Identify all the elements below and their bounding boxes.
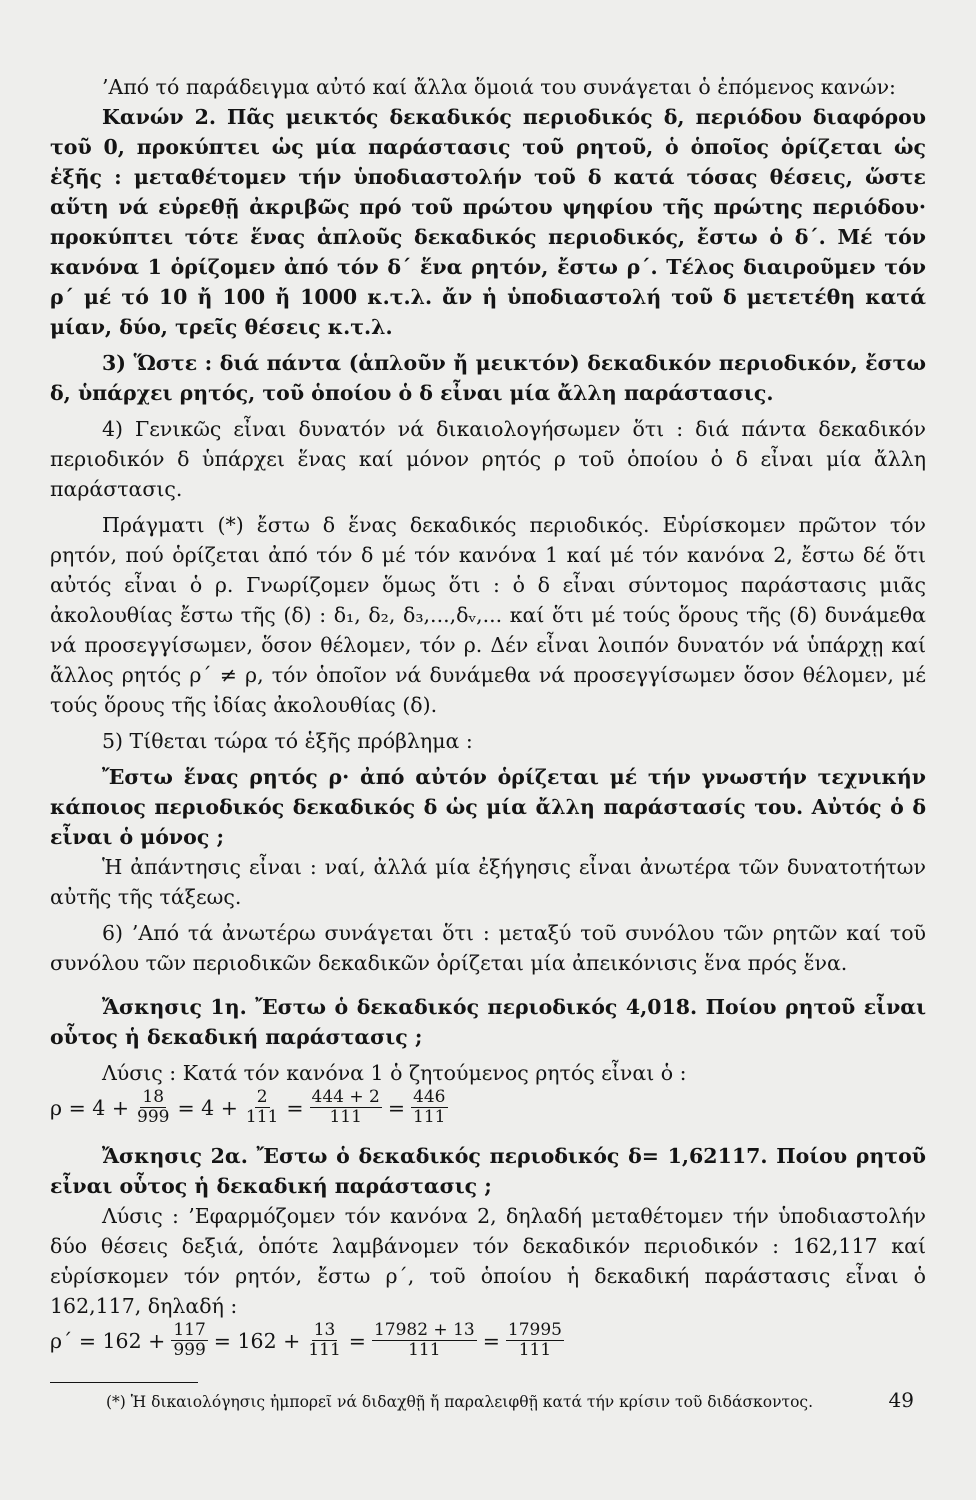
eq2-fraction-3: $\frac{17982 + 13}{111}$: [373, 1320, 475, 1360]
exercise-2-heading: Ἄσκησις 2α. Ἔστω ὁ δεκαδικός περιοδικός δ= 1,62117. Ποίου ρητοῦ εἶναι οὗτος ἡ δεκαδική παράστασις ;: [50, 1144, 926, 1198]
footnote: (*) Ἡ δικαιολόγησις ἠμπορεῖ νά διδαχθῇ ἤ παραλειφθῇ κατά τήν κρίσιν τοῦ διδάσκοντος.: [106, 1393, 814, 1411]
equation-1: [50, 1088, 926, 1127]
rule-2-paragraph: Κανών 2. Πᾶς μεικτός δεκαδικός περιοδικός δ, περιόδου διαφόρου τοῦ 0, προκύπτει ὡς μία παράστασις τοῦ ρητοῦ, ὁ ὁποῖος ὁρίζεται ὡς ἑξῆς : μεταθέτομεν τήν ὑποδιαστολήν τοῦ δ κατά τόσας θέσεις, ὥστε αὕτη νά εὑρεθῇ ἀκριβῶς πρό τοῦ πρώτου ψηφίου τῆς πρώτης περιόδου· προκύπτει τότε ἕνας ἁπλοῦς δεκαδικός περιοδικός, ἔστω ὁ δ΄. Μέ τόν κανόνα 1 ὁρίζομεν ἀπό τόν δ΄ ἕνα ρητόν, ἔστω ρ΄. Τέλος διαιροῦμεν τόν ρ΄ μέ τό 10 ἤ 100 ἤ 1000 κ.τ.λ. ἄν ἡ ὑποδιαστολή τοῦ δ μετετέθη κατά μίαν, δύο, τρεῖς θέσεις κ.τ.λ.: [50, 105, 926, 339]
eq1-mid-1: = 4 +: [177, 1095, 238, 1120]
paragraph-3: 3) Ὥστε : διά πάντα (ἁπλοῦν ἤ μεικτόν) δεκαδικόν περιοδικόν, ἔστω δ, ὑπάρχει ρητός, τοῦ ὁποίου ὁ δ εἶναι μία ἄλλη παράστασις.: [50, 351, 926, 405]
equation-2: [50, 1321, 926, 1360]
problem-statement: Ἔστω ἕνας ρητός ρ· ἀπό αὐτόν ὁρίζεται μέ τήν γνωστήν τεχνικήν κάποιος περιοδικός δεκαδικός δ ὡς μία ἄλλη παράστασίς του. Αὐτός ὁ δ εἶναι ὁ μόνος ;: [50, 765, 926, 849]
exercise-1-heading: Ἄσκησις 1η. Ἔστω ὁ δεκαδικός περιοδικός 4,018. Ποίου ρητοῦ εἶναι οὗτος ἡ δεκαδική παράστασις ;: [50, 995, 926, 1049]
paragraph-5: 5) Τίθεται τώρα τό ἑξῆς πρόβλημα :: [102, 729, 473, 753]
solution-2-paragraph: Λύσις : ’Εφαρμόζομεν τόν κανόνα 2, δηλαδή μεταθέτομεν τήν ὑποδιαστολήν δύο θέσεις δεξιά, ὁπότε λαμβάνομεν τόν δεκαδικόν περιοδικόν : 162,117 καί εὑρίσκομεν τόν ρητόν, ἔστω ρ΄, τοῦ ὁποίου ἡ δεκαδική παράστασις εἶναι ὁ 162,117, δηλαδή :: [50, 1204, 926, 1318]
proof-paragraph: Πράγματι (*) ἔστω δ ἕνας δεκαδικός περιοδικός. Εὑρίσκομεν πρῶτον τόν ρητόν, πού ὁρίζεται ἀπό τόν δ μέ τόν κανόνα 1 καί μέ τόν κανόνα 2, ἔστω δέ ὅτι αὐτός εἶναι ὁ ρ. Γνωρίζομεν ὅμως ὅτι : ὁ δ εἶναι σύντομος παράστασις μιᾶς ἀκολουθίας ἔστω τῆς (δ) : δ₁, δ₂, δ₃,...,δᵥ,... καί ὅτι μέ τούς ὅρους τῆς (δ) δυνάμεθα νά προσεγγίσωμεν, ὅσον θέλομεν, τόν ρ. Δέν εἶναι λοιπόν δυνατόν νά ὑπάρχῃ καί ἄλλος ρητός ρ΄ ≠ ρ, τόν ὁποῖον νά δυνάμεθα νά προσεγγίσωμεν ὅσον θέλομεν, μέ τούς ὅρους τῆς ἰδίας ἀκολουθίας (δ).: [50, 513, 926, 717]
solution-1-intro: Λύσις : Κατά τόν κανόνα 1 ὁ ζητούμενος ρητός εἶναι ὁ :: [102, 1061, 687, 1085]
page-number: 49: [888, 1388, 914, 1412]
eq1-fraction-2: $\frac{2}{111}$: [245, 1087, 279, 1127]
answer-paragraph: Ἡ ἀπάντησις εἶναι : ναί, ἀλλά μία ἐξήγησις εἶναι ἀνωτέρα τῶν δυνατοτήτων αὐτῆς τῆς τάξεως.: [50, 855, 926, 909]
eq2-fraction-4: $\frac{17995}{111}$: [507, 1320, 562, 1360]
paragraph-6: 6) ’Από τά ἀνωτέρω συνάγεται ὅτι : μεταξύ τοῦ συνόλου τῶν ρητῶν καί τοῦ συνόλου τῶν περιοδικῶν δεκαδικῶν ὁρίζεται μία ἀπεικόνισις ἕνα πρός ἕνα.: [50, 921, 926, 975]
eq2-mid-2: =: [348, 1328, 366, 1353]
eq2-fraction-1: $\frac{117}{999}$: [173, 1320, 206, 1360]
eq2-mid-1: = 162 +: [213, 1328, 301, 1353]
eq2-lhs: ρ΄ = 162 +: [50, 1328, 166, 1353]
intro-line: ’Από τό παράδειγμα αὐτό καί ἄλλα ὅμοιά του συνάγεται ὁ ἑπόμενος κανών:: [102, 75, 896, 99]
footnote-rule: [50, 1382, 198, 1383]
eq1-mid-3: =: [387, 1095, 406, 1120]
eq1-fraction-4: $\frac{446}{111}$: [413, 1087, 446, 1127]
eq1-mid-2: =: [286, 1095, 304, 1120]
eq2-fraction-2: $\frac{13}{111}$: [308, 1320, 341, 1360]
eq1-lhs: ρ = 4 +: [50, 1095, 129, 1120]
paragraph-4: 4) Γενικῶς εἶναι δυνατόν νά δικαιολογήσωμεν ὅτι : διά πάντα δεκαδικόν περιοδικόν δ ὑπάρχει ἕνας καί μόνον ρητός ρ τοῦ ὁποίου ὁ δ εἶναι μία ἄλλη παράστασις.: [50, 417, 926, 501]
eq2-mid-3: =: [482, 1328, 500, 1353]
eq1-fraction-1: $\frac{18}{999}$: [137, 1087, 170, 1127]
eq1-fraction-3: $\frac{444 + 2}{111}$: [311, 1087, 380, 1127]
